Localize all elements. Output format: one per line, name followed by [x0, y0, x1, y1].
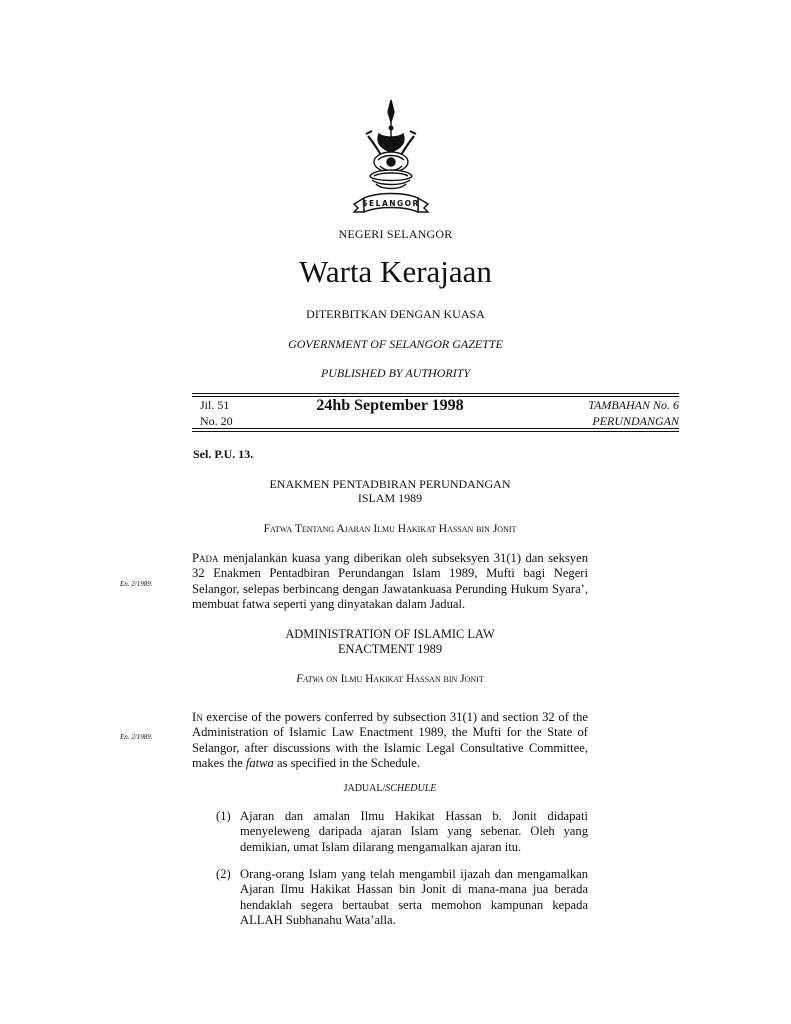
selangor-crest-logo — [346, 98, 436, 223]
english-paragraph-lead: In — [192, 710, 203, 724]
english-heading-line1: ADMINISTRATION OF ISLAMIC LAW — [285, 627, 495, 641]
published-malay: DITERBITKAN DENGAN KUASA — [306, 307, 485, 321]
malay-subheading: Fatwa Tentang Ajaran Ilmu Hakikat Hassan bin Jonit — [263, 523, 517, 535]
masthead-bottom-rule-inner — [192, 431, 679, 432]
schedule-item — [216, 867, 588, 929]
schedule-label — [192, 782, 588, 796]
masthead-supplement-block — [588, 397, 679, 429]
english-paragraph-part1: exercise of the powers conferred by subsection 31(1) and section 32 of the Administration of Islamic Law Enactment 1989, the Mufti for the State of Selangor, after discussions with the Islamic Legal Consultative Committee, makes the — [192, 710, 588, 771]
masthead-date: 24hb September 1998 — [316, 397, 464, 414]
malay-paragraph — [192, 551, 588, 613]
english-subheading-rest: on Ilmu Hakikat Hassan bin Jonit — [323, 673, 484, 685]
malay-paragraph-lead: Pada — [192, 551, 219, 565]
english-paragraph-part2: as specified in the Schedule. — [273, 756, 421, 771]
schedule-label-english: SCHEDULE — [385, 783, 437, 794]
supplement-label: TAMBAHAN No. 6 — [588, 398, 679, 412]
english-heading-line2: ENACTMENT 1989 — [337, 642, 443, 656]
malay-heading-line2: ISLAM 1989 — [357, 491, 423, 505]
volume-label: Jil. 51 — [200, 398, 230, 412]
crest-ribbon-text: SELANGOR — [362, 199, 420, 208]
malay-heading — [192, 477, 588, 505]
schedule-item-text: Ajaran dan amalan Ilmu Hakikat Hassan b. Jonit didapati menyeleweng daripada ajaran Islam yang sebenar. Oleh yang demikian, umat Islam dilarang mengamalkan ajaran itu. — [240, 809, 588, 854]
gazette-english-title: GOVERNMENT OF SELANGOR GAZETTE — [288, 337, 503, 351]
schedule-item-text: Orang-orang Islam yang telah mengambil ijazah dan mengamalkan Ajaran Ilmu Hakikat Hassan bin Jonit di mana-mana jua berada hendaklah segera bertaubat serta memohon kampunan kepada ALLAH Subhanahu Wata’alla. — [240, 867, 588, 928]
schedule-item — [216, 809, 588, 855]
state-name: NEGERI SELANGOR — [338, 227, 453, 241]
malay-paragraph-body: menjalankan kuasa yang diberikan oleh subseksyen 31(1) dan seksyen 32 Enakmen Pentadbiran Perundangan Islam 1989, Mufti bagi Negeri Selangor, selepas berbincang dengan Jawatankuasa Perunding Hukum Syara’, membuat fatwa seperti yang dinyatakan dalam Jadual. — [192, 551, 588, 612]
number-label: No. 20 — [200, 414, 233, 428]
schedule-item-number: (2) — [216, 867, 231, 881]
published-english: PUBLISHED BY AUTHORITY — [320, 366, 471, 380]
masthead-top-rule — [192, 393, 679, 394]
english-subheading-fatwa: Fatwa — [296, 673, 324, 685]
english-paragraph — [192, 710, 588, 772]
schedule-label-malay: JADUAL/ — [343, 783, 386, 794]
gazette-title: Warta Kerajaan — [299, 254, 492, 289]
category-label: PERUNDANGAN — [592, 414, 679, 428]
english-subheading — [192, 672, 588, 686]
english-paragraph-fatwa: fatwa — [245, 756, 274, 771]
publication-reference: Sel. P.U. 13. — [193, 447, 254, 461]
masthead-volume-block — [200, 397, 233, 429]
malay-margin-note: En. 2/1989. — [120, 580, 153, 588]
english-heading — [192, 627, 588, 657]
malay-heading-line1: ENAKMEN PENTADBIRAN PERUNDANGAN — [269, 477, 511, 491]
schedule-item-number: (1) — [216, 809, 231, 823]
english-margin-note: En. 2/1989. — [120, 733, 153, 741]
